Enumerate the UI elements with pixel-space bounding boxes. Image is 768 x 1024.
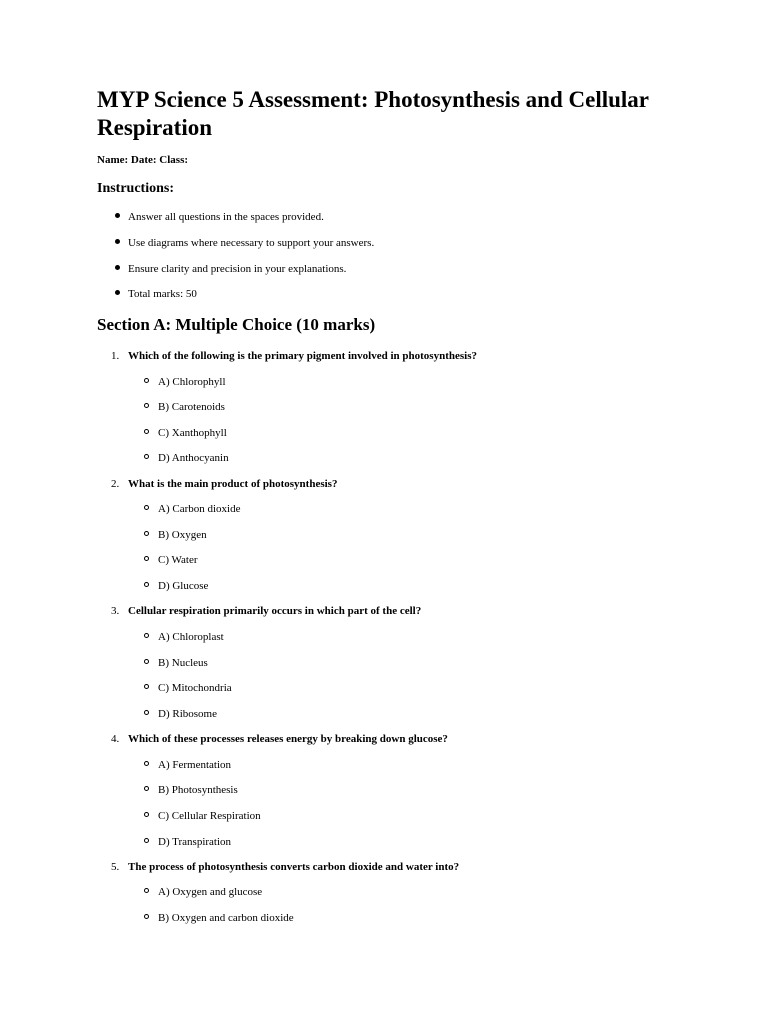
- answer-option: B) Photosynthesis: [144, 784, 238, 796]
- question-3: [111, 605, 421, 617]
- circle-bullet-icon: [144, 403, 149, 408]
- bullet-icon: [115, 290, 120, 295]
- question-number: 3.: [111, 605, 120, 617]
- circle-bullet-icon: [144, 761, 149, 766]
- answer-option: A) Oxygen and glucose: [144, 886, 262, 898]
- answer-option: A) Fermentation: [144, 759, 231, 771]
- circle-bullet-icon: [144, 888, 149, 893]
- circle-bullet-icon: [144, 378, 149, 383]
- circle-bullet-icon: [144, 454, 149, 459]
- circle-bullet-icon: [144, 633, 149, 638]
- circle-bullet-icon: [144, 429, 149, 434]
- instructions-heading: Instructions:: [97, 181, 175, 196]
- circle-bullet-icon: [144, 812, 149, 817]
- question-2: [111, 478, 337, 490]
- question-5: [111, 861, 459, 873]
- question-text: The process of photosynthesis converts carbon dioxide and water into?: [128, 861, 460, 873]
- page-title: MYP Science 5 Assessment: Photosynthesis and Cellular Respiration: [97, 87, 649, 140]
- question-number: 4.: [111, 733, 120, 745]
- bullet-icon: [115, 265, 120, 270]
- circle-bullet-icon: [144, 914, 149, 919]
- instruction-item: Total marks: 50: [115, 288, 197, 300]
- answer-option: C) Cellular Respiration: [144, 810, 261, 822]
- answer-option: B) Carotenoids: [144, 401, 225, 413]
- answer-option: A) Chloroplast: [144, 631, 224, 643]
- answer-option: D) Ribosome: [144, 708, 217, 720]
- answer-option: B) Oxygen: [144, 529, 207, 541]
- circle-bullet-icon: [144, 505, 149, 510]
- answer-option: C) Mitochondria: [144, 682, 232, 694]
- answer-option: A) Chlorophyll: [144, 376, 226, 388]
- answer-option: B) Oxygen and carbon dioxide: [144, 912, 294, 924]
- section-a-heading: Section A: Multiple Choice (10 marks): [97, 315, 376, 334]
- answer-option: A) Carbon dioxide: [144, 503, 240, 515]
- question-text: Which of the following is the primary pigment involved in photosynthesis?: [128, 350, 477, 362]
- circle-bullet-icon: [144, 659, 149, 664]
- question-number: 5.: [111, 861, 120, 873]
- question-number: 2.: [111, 478, 120, 490]
- instruction-item: Answer all questions in the spaces provided.: [115, 211, 324, 223]
- answer-option: B) Nucleus: [144, 657, 208, 669]
- question-number: 1.: [111, 350, 120, 362]
- circle-bullet-icon: [144, 556, 149, 561]
- circle-bullet-icon: [144, 786, 149, 791]
- question-1: [111, 350, 477, 362]
- question-4: [111, 733, 448, 745]
- answer-option: C) Water: [144, 554, 198, 566]
- answer-option: D) Glucose: [144, 580, 208, 592]
- bullet-icon: [115, 213, 120, 218]
- answer-option: D) Anthocyanin: [144, 452, 229, 464]
- question-text: Cellular respiration primarily occurs in which part of the cell?: [128, 605, 422, 617]
- circle-bullet-icon: [144, 531, 149, 536]
- answer-option: D) Transpiration: [144, 836, 231, 848]
- circle-bullet-icon: [144, 838, 149, 843]
- circle-bullet-icon: [144, 582, 149, 587]
- answer-option: C) Xanthophyll: [144, 427, 227, 439]
- instruction-item: Ensure clarity and precision in your explanations.: [115, 263, 346, 275]
- circle-bullet-icon: [144, 684, 149, 689]
- circle-bullet-icon: [144, 710, 149, 715]
- question-text: Which of these processes releases energy by breaking down glucose?: [128, 733, 448, 745]
- question-text: What is the main product of photosynthesis?: [128, 478, 338, 490]
- bullet-icon: [115, 239, 120, 244]
- name-date-class-line: Name: Date: Class:: [97, 154, 189, 166]
- instruction-item: Use diagrams where necessary to support your answers.: [115, 237, 374, 249]
